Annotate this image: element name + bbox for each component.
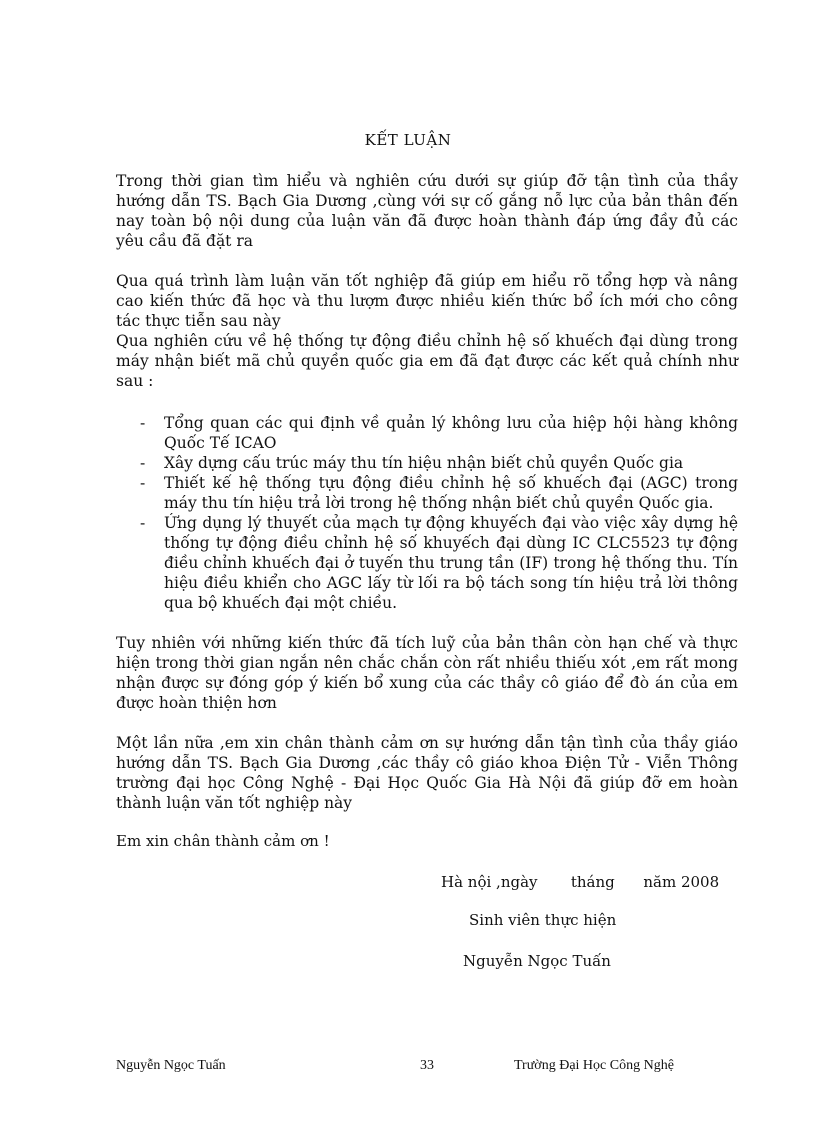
body-content bbox=[116, 171, 738, 813]
list-item bbox=[116, 413, 738, 453]
footer-author: Nguyễn Ngọc Tuấn bbox=[116, 1058, 226, 1073]
list-item bbox=[116, 453, 738, 473]
results-list bbox=[116, 413, 738, 613]
list-item-text: Thiết kế hệ thống tựu động điều chỉnh hệ số khuếch đại (AGC) trong máy thu tín hiệu trả lời trong hệ thống nhận biết chủ quyền Quốc gia. bbox=[164, 474, 738, 512]
list-item bbox=[116, 473, 738, 513]
closing-line: Em xin chân thành cảm ơn ! bbox=[116, 832, 330, 850]
bullet-marker: - bbox=[140, 414, 146, 432]
list-item-text: Tổng quan các qui định về quản lý không lưu của hiệp hội hàng không Quốc Tế ICAO bbox=[164, 414, 738, 452]
footer-page-number: 33 bbox=[420, 1058, 434, 1073]
signer-role: Sinh viên thực hiện bbox=[469, 911, 617, 929]
list-item-text: Xây dựng cấu trúc máy thu tín hiệu nhận biết chủ quyền Quốc gia bbox=[164, 454, 684, 472]
thanks-paragraph: Một lần nữa ,em xin chân thành cảm ơn sự hướng dẫn tận tình của thầy giáo hướng dẫn TS. Bạch Gia Dương ,các thầy cô giáo khoa Điện Tử - Viễn Thông trường đại học Công Nghệ - Đại Học Quốc Gia Hà Nội đã giúp đỡ em hoàn thành luận văn tốt nghiệp này bbox=[116, 734, 738, 812]
footer-school: Trường Đại Học Công Nghệ bbox=[514, 1058, 674, 1073]
date-line: Hà nội ,ngày tháng năm 2008 bbox=[441, 873, 720, 891]
page-title: KẾT LUẬN bbox=[364, 131, 452, 149]
limitations-paragraph: Tuy nhiên với những kiến thức đã tích luỹ của bản thân còn hạn chế và thực hiện trong thời gian ngắn nên chắc chắn còn rất nhiều thiếu xót ,em rất mong nhận được sự đóng góp ý kiến bổ xung của các thầy cô giáo để đò án của em được hoàn thiện hơn bbox=[116, 634, 738, 712]
list-item-text: Ứng dụng lý thuyết của mạch tự động khuyếch đại vào việc xây dựng hệ thống tự động điều chỉnh hệ số khuyếch đại dùng IC CLC5523 tự động điều chỉnh khuếch đại ở tuyến thu trung tần (IF) trong hệ thống thu. Tín hiệu điều khiển cho AGC lấy từ lối ra bộ tách song tín hiệu trả lời thông qua bộ khuếch đại một chiều. bbox=[164, 514, 738, 612]
learning-paragraph: Qua quá trình làm luận văn tốt nghiệp đã giúp em hiểu rõ tổng hợp và nâng cao kiến thức đã học và thu lượm được nhiều kiến thức bổ ích mới cho công tác thực tiễn sau này bbox=[116, 272, 738, 330]
results-intro-paragraph: Qua nghiên cứu về hệ thống tự động điều chỉnh hệ số khuếch đại dùng trong máy nhận biết mã chủ quyền quốc gia em đã đạt được các kết quả chính như sau : bbox=[116, 332, 738, 390]
intro-paragraph: Trong thời gian tìm hiểu và nghiên cứu dưới sự giúp đỡ tận tình của thầy hướng dẫn TS. Bạch Gia Dương ,cùng với sự cố gắng nỗ lực của bản thân đến nay toàn bộ nội dung của luận văn đã được hoàn thành đáp ứng đầy đủ các yêu cầu đã đặt ra bbox=[116, 172, 738, 250]
signer-name: Nguyễn Ngọc Tuấn bbox=[463, 952, 611, 970]
bullet-marker: - bbox=[140, 454, 146, 472]
list-item bbox=[116, 513, 738, 613]
bullet-marker: - bbox=[140, 514, 146, 532]
bullet-marker: - bbox=[140, 474, 146, 492]
